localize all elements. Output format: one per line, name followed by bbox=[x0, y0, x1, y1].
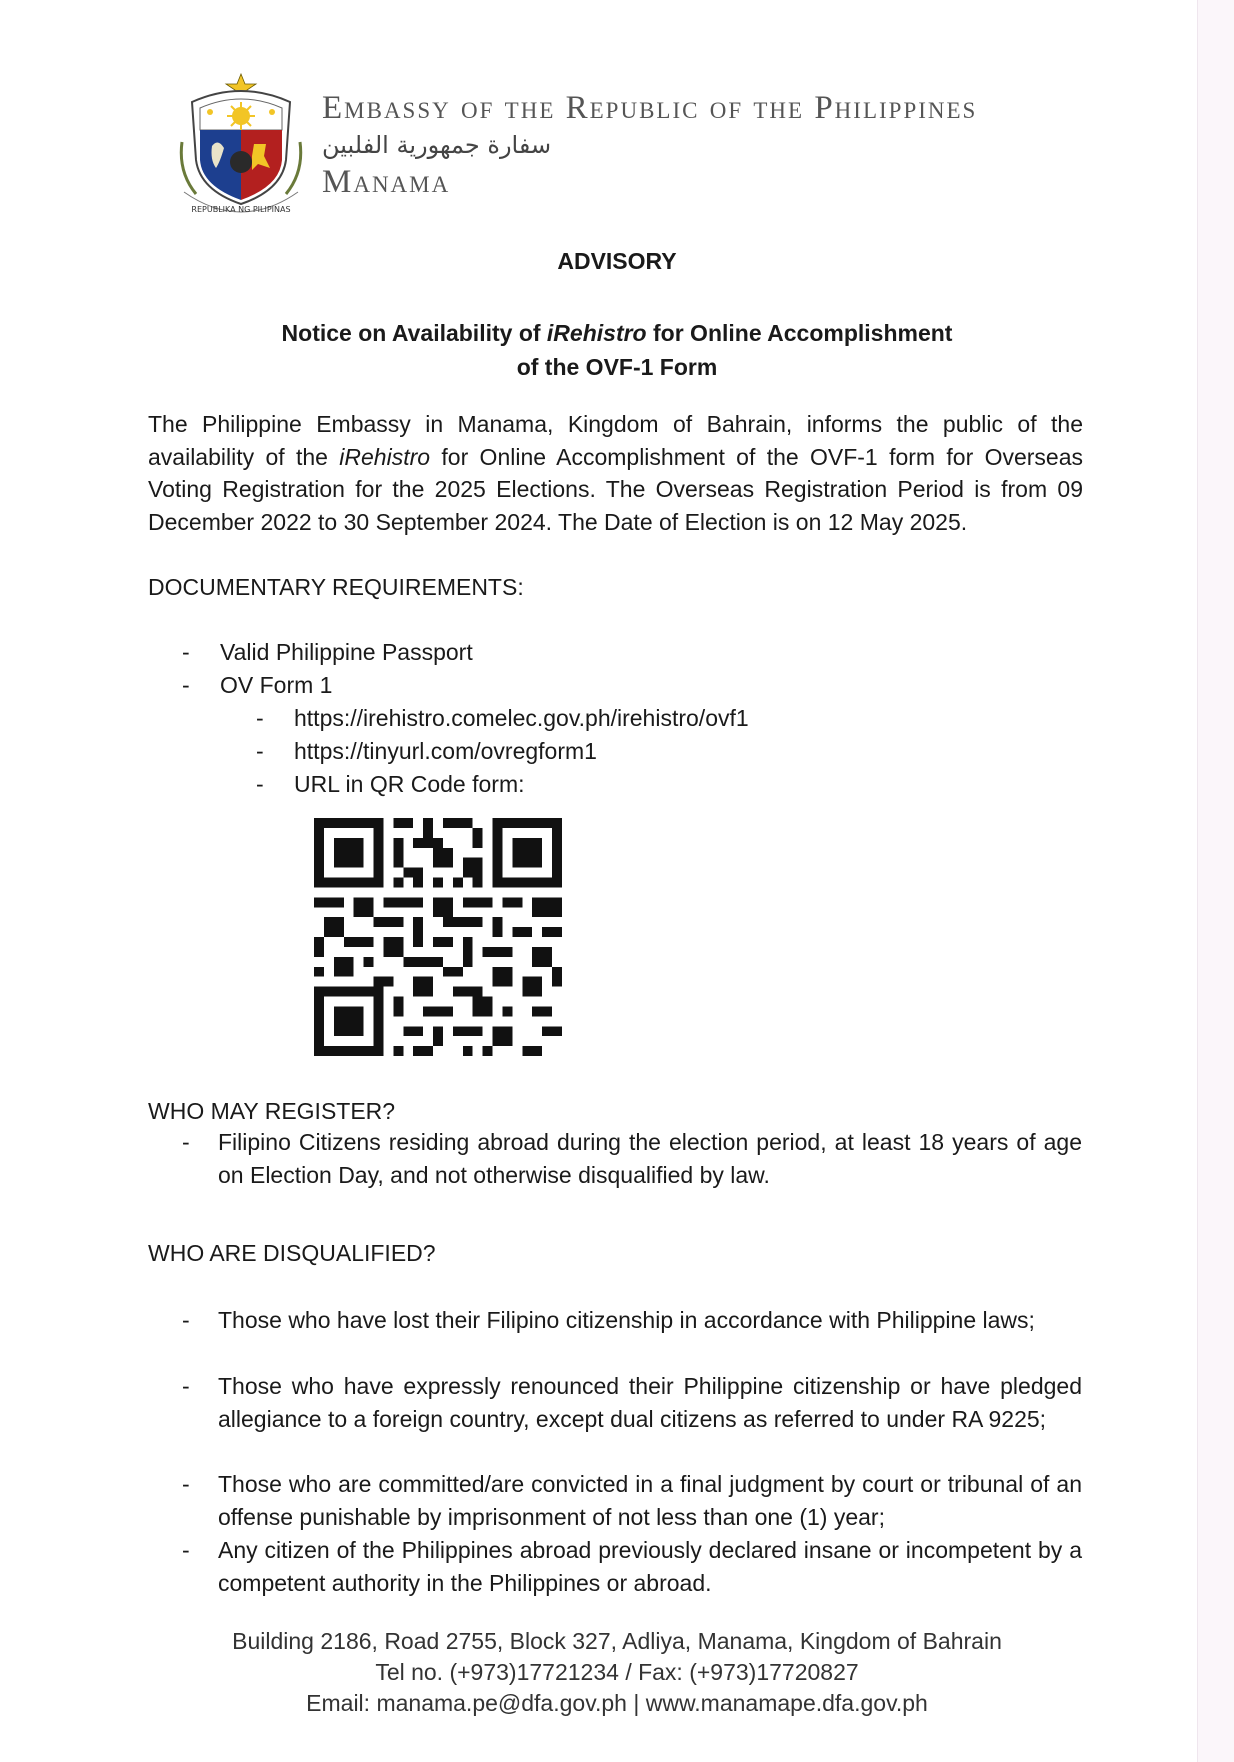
svg-text:REPUBLIKA NG PILIPINAS: REPUBLIKA NG PILIPINAS bbox=[191, 205, 291, 214]
list-item: - Filipino Citizens residing abroad during the election period, at least 18 years of age on Election Day, and not otherwise disqualified by law. bbox=[182, 1129, 1082, 1188]
footer-phone: Tel no. (+973)17721234 / Fax: (+973)17720827 bbox=[375, 1659, 859, 1685]
list-item: - Those who have lost their Filipino citizenship in accordance with Philippine laws; bbox=[182, 1307, 1035, 1333]
embassy-name-arabic: سفارة جمهورية الفلبين bbox=[322, 131, 552, 159]
embassy-name: Embassy of the Republic of the Philippines bbox=[322, 90, 978, 126]
list-item: - Any citizen of the Philippines abroad previously declared insane or incompetent by a competent authority in the Philippines or abroad. bbox=[182, 1537, 1082, 1596]
list-item: - Those who have expressly renounced their Philippine citizenship or have pledged allegiance to a foreign country, except dual citizens as referred to under RA 9225; bbox=[182, 1373, 1082, 1432]
list-item: - Valid Philippine Passport bbox=[182, 639, 473, 665]
embassy-city: Manama bbox=[322, 164, 451, 200]
list-item: - Those who are committed/are convicted in a final judgment by court or tribunal of an offense punishable by imprisonment of not less than one (1) year; bbox=[182, 1471, 1082, 1530]
footer-address: Building 2186, Road 2755, Block 327, Adliya, Manama, Kingdom of Bahrain Tel no. (+973)17721234 / Fax: (+973)17720827 Email: manama.pe@dfa.gov.ph | www.manamape.dfa.gov.ph bbox=[0, 1626, 1234, 1719]
intro-paragraph: The Philippine Embassy in Manama, Kingdom of Bahrain, informs the public of the availability of the iRehistro for Online Accomplishment of the OVF-1 form for Overseas Voting Registration for the 2025 Elections. The Overseas Registration Period is from 09 December 2022 to 30 September 2024. The Date of Election is on 12 May 2025. bbox=[148, 411, 1083, 535]
advisory-heading: ADVISORY bbox=[557, 248, 677, 274]
list-item: - OV Form 1 bbox=[182, 672, 333, 698]
list-item: - URL in QR Code form: bbox=[256, 771, 525, 797]
philippine-seal-icon bbox=[178, 72, 304, 222]
tinyurl-link[interactable]: - https://tinyurl.com/ovregform1 bbox=[256, 738, 597, 764]
requirements-heading: DOCUMENTARY REQUIREMENTS: bbox=[148, 574, 524, 600]
who-disqualified-heading: WHO ARE DISQUALIFIED? bbox=[148, 1240, 436, 1266]
form-url-link[interactable]: - https://irehistro.comelec.gov.ph/irehistro/ovf1 bbox=[256, 705, 749, 731]
footer-email[interactable]: Email: manama.pe@dfa.gov.ph | www.manamape.dfa.gov.ph bbox=[306, 1690, 928, 1716]
embassy-letterhead bbox=[322, 88, 977, 202]
who-may-register-heading: WHO MAY REGISTER? bbox=[148, 1098, 396, 1124]
notice-title: Notice on Availability of iRehistro for Online Accomplishment of the OVF-1 Form bbox=[281, 320, 953, 380]
qr-code-icon bbox=[312, 818, 564, 1056]
